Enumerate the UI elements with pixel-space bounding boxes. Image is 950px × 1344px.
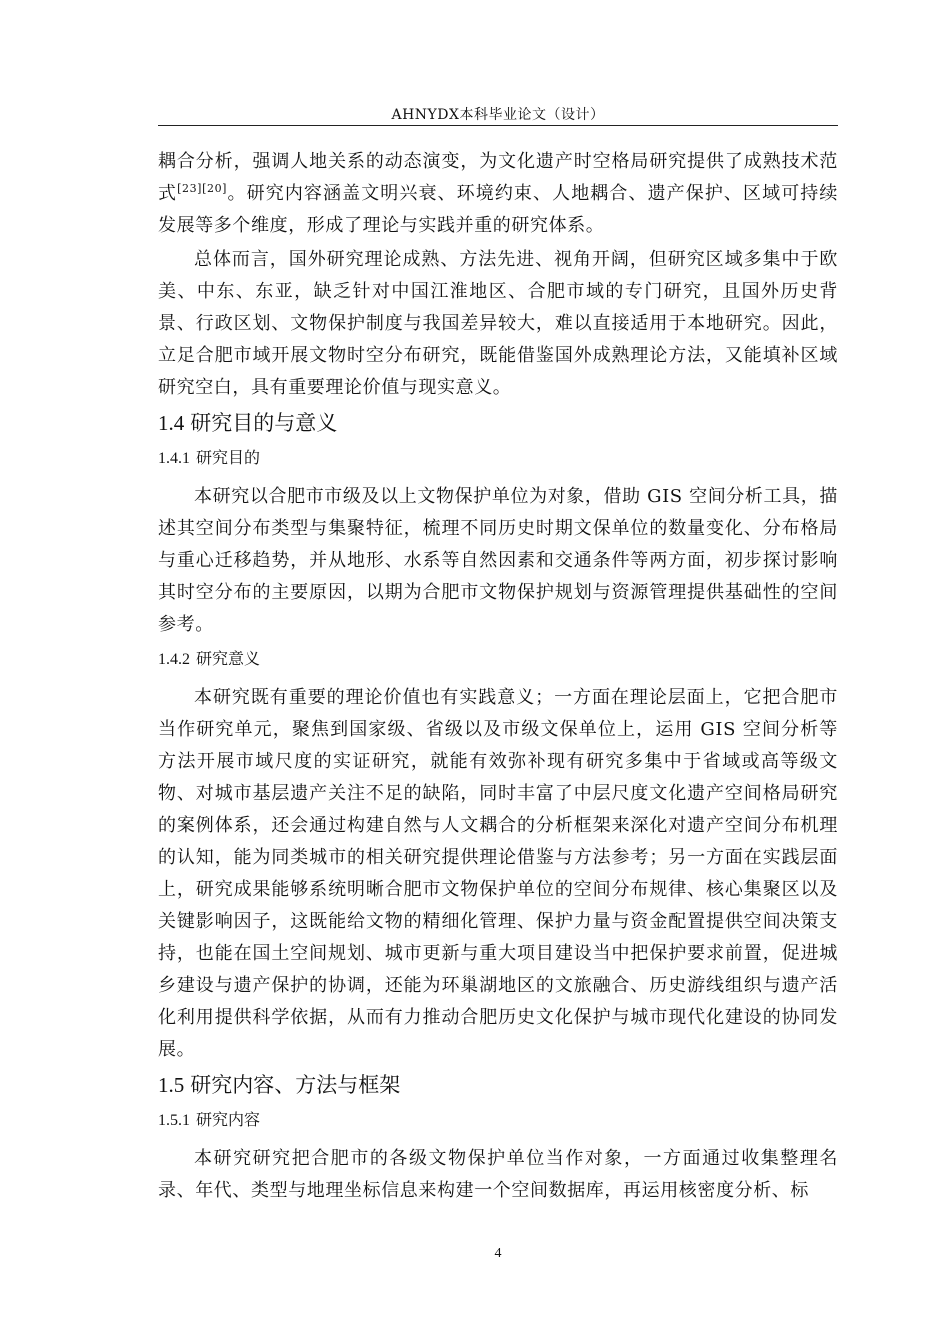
citation-ref: [23][20] (177, 182, 228, 195)
subsection-heading-1-4-2 (158, 643, 838, 676)
subsection-title: 研究内容 (196, 1110, 261, 1129)
section-number: 1.4 (158, 411, 185, 435)
header-divider (158, 125, 838, 126)
section-title: 研究目的与意义 (190, 411, 338, 435)
paragraph-2: 总体而言，国外研究理论成熟、方法先进、视角开阔，但研究区域多集中于欧美、中东、东亚，缺乏针对中国江淮地区、合肥市域的专门研究，且国外历史背景、行政区划、文物保护制度与我国差异较大，难以直接适用于本地研究。因此，立足合肥市域开展文物时空分布研究，既能借鉴国外成熟理论方法，又能填补区域研究空白，具有重要理论价值与现实意义。 (158, 249, 838, 398)
section-heading-1-5 (158, 1068, 838, 1102)
subsection-heading-1-4-1 (158, 442, 838, 475)
section-number: 1.5 (158, 1073, 185, 1097)
subsection-title: 研究意义 (196, 649, 261, 668)
subsection-number: 1.4.2 (158, 651, 190, 668)
running-header: AHNYDX本科毕业论文（设计） (391, 107, 605, 123)
paragraph-4: 本研究既有重要的理论价值也有实践意义；一方面在理论层面上，它把合肥市当作研究单元，聚焦到国家级、省级以及市级文保单位上，运用 GIS 空间分析等方法开展市域尺度的实证研究，就能有效弥补现有研究多集中于省域或高等级文物、对城市基层遗产关注不足的缺陷，同时丰富了中层尺度文化遗产空间格局研究的案例体系，还会通过构建自然与人文耦合的分析框架来深化对遗产空间分布机理的认知，能为同类城市的相关研究提供理论借鉴与方法参考；另一方面在实践层面上，研究成果能够系统明晰合肥市文物保护单位的空间分布规律、核心集聚区以及关键影响因子，这既能给文物的精细化管理、保护力量与资金配置提供空间决策支持，也能在国土空间规划、城市更新与重大项目建设当中把保护要求前置，促进城乡建设与遗产保护的协调，还能为环巢湖地区的文旅融合、历史游线组织与遗产活化利用提供科学依据，从而有力推动合肥历史文化保护与城市现代化建设的协同发展。 (158, 687, 838, 1060)
section-heading-1-4 (158, 406, 838, 440)
subsection-title: 研究目的 (196, 448, 261, 467)
subsection-number: 1.4.1 (158, 450, 190, 467)
subsection-heading-1-5-1 (158, 1104, 838, 1137)
paragraph-1-text-b: 。研究内容涵盖文明兴衰、环境约束、人地耦合、遗产保护、区域可持续发展等多个维度，形成了理论与实践并重的研究体系。 (158, 183, 838, 236)
subsection-number: 1.5.1 (158, 1112, 190, 1129)
paragraph-1-text-a: 耦合分析，强调人地关系的动态演变，为文化遗产时空格局研究提供了成熟技术范式 (158, 151, 838, 204)
page-body (158, 146, 838, 1209)
paragraph-3: 本研究以合肥市市级及以上文物保护单位为对象，借助 GIS 空间分析工具，描述其空间分布类型与集聚特征，梳理不同历史时期文保单位的数量变化、分布格局与重心迁移趋势，并从地形、水系等自然因素和交通条件等两方面，初步探讨影响其时空分布的主要原因，以期为合肥市文物保护规划与资源管理提供基础性的空间参考。 (158, 486, 838, 635)
page-number: 4 (494, 1246, 502, 1261)
paragraph-1 (158, 146, 838, 242)
section-title: 研究内容、方法与框架 (190, 1073, 401, 1097)
paragraph-5: 本研究研究把合肥市的各级文物保护单位当作对象，一方面通过收集整理名录、年代、类型与地理坐标信息来构建一个空间数据库，再运用核密度分析、标 (158, 1148, 838, 1201)
